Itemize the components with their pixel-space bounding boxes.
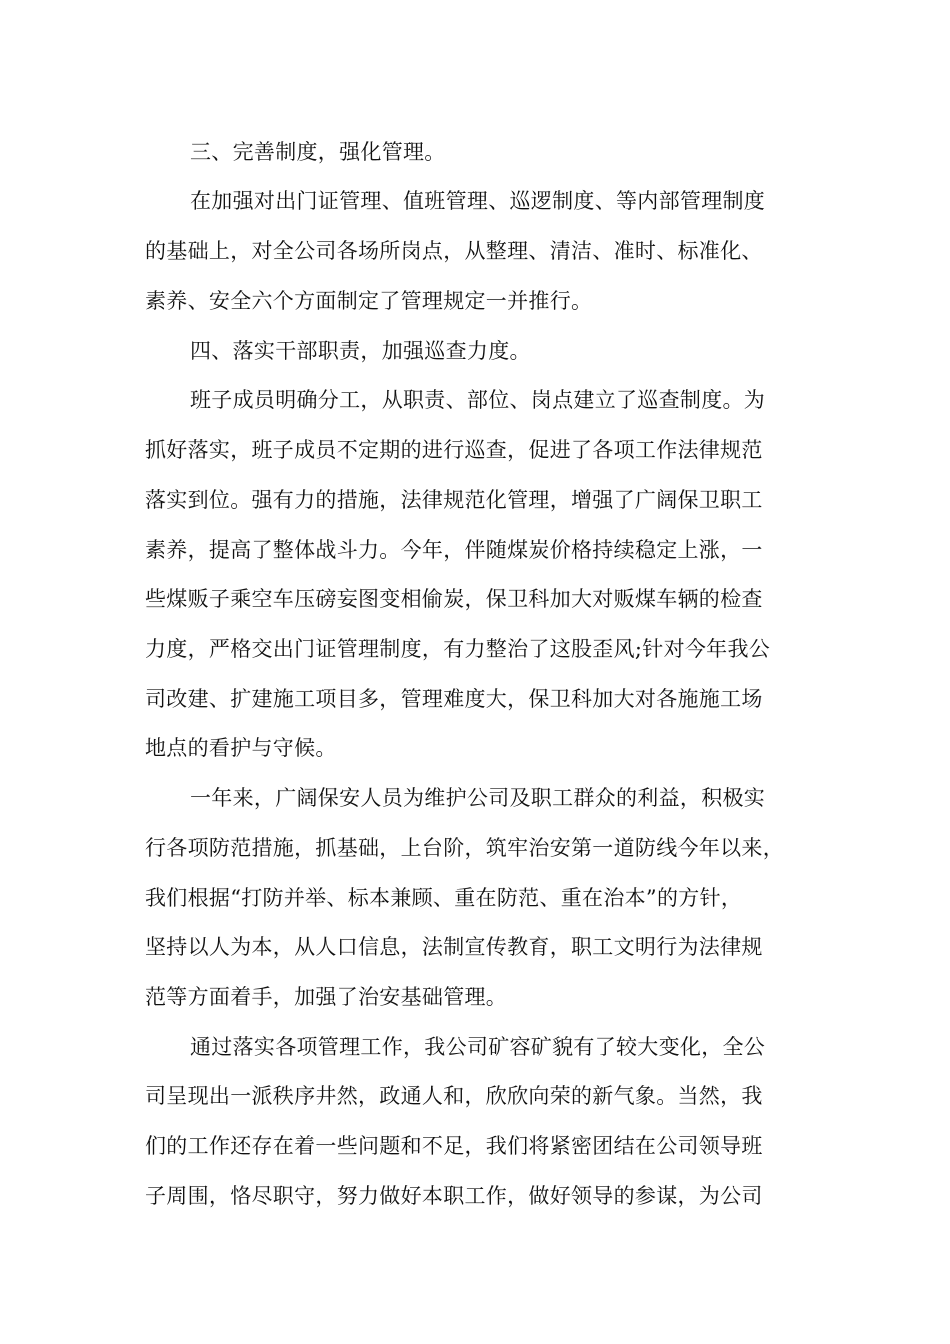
paragraph-line: 素养、安全六个方面制定了管理规定一并推行。: [145, 289, 593, 313]
paragraph-line: 通过落实各项管理工作，我公司矿容矿貌有了较大变化，全公: [190, 1035, 766, 1059]
paragraph-line: 落实到位。强有力的措施，法律规范化管理，增强了广阔保卫职工: [145, 488, 763, 512]
paragraph-line: 班子成员明确分工，从职责、部位、岗点建立了巡查制度。为: [190, 388, 766, 412]
paragraph-line: 坚持以人为本，从人口信息，法制宣传教育，职工文明行为法律规: [145, 935, 763, 959]
paragraph-line: 司改建、扩建施工项目多，管理难度大，保卫科加大对各施施工场: [145, 687, 763, 711]
paragraph-line: 子周围，恪尽职守，努力做好本职工作，做好领导的参谋，为公司: [145, 1184, 763, 1208]
paragraph-line: 行各项防范措施，抓基础，上台阶，筑牢治安第一道防线今年以来，: [145, 836, 784, 860]
paragraph-line: 抓好落实，班子成员不定期的进行巡查，促进了各项工作法律规范: [145, 438, 763, 462]
paragraph-line: 我们根据“打防并举、标本兼顾、重在防范、重在治本”的方针，: [145, 886, 743, 910]
section-heading-4: 四、落实干部职责，加强巡查力度。: [190, 339, 531, 363]
paragraph-line: 们的工作还存在着一些问题和不足，我们将紧密团结在公司领导班: [145, 1134, 763, 1158]
paragraph-line: 的基础上，对全公司各场所岗点，从整理、清洁、准时、标准化、: [145, 239, 763, 263]
paragraph-line: 在加强对出门证管理、值班管理、巡逻制度、等内部管理制度: [190, 189, 766, 213]
paragraph-line: 地点的看护与守候。: [145, 736, 337, 760]
paragraph-line: 素养，提高了整体战斗力。今年，伴随煤炭价格持续稳定上涨，一: [145, 538, 763, 562]
paragraph-line: 力度，严格交出门证管理制度，有力整治了这股歪风;针对今年我公: [145, 637, 771, 661]
section-heading-3: 三、完善制度，强化管理。: [190, 140, 446, 164]
paragraph-line: 司呈现出一派秩序井然，政通人和，欣欣向荣的新气象。当然，我: [145, 1084, 763, 1108]
paragraph-line: 一年来，广阔保安人员为维护公司及职工群众的利益，积极实: [190, 786, 766, 810]
paragraph-line: 范等方面着手，加强了治安基础管理。: [145, 985, 508, 1009]
paragraph-line: 些煤贩子乘空车压磅妄图变相偷炭，保卫科加大对贩煤车辆的检查: [145, 587, 763, 611]
